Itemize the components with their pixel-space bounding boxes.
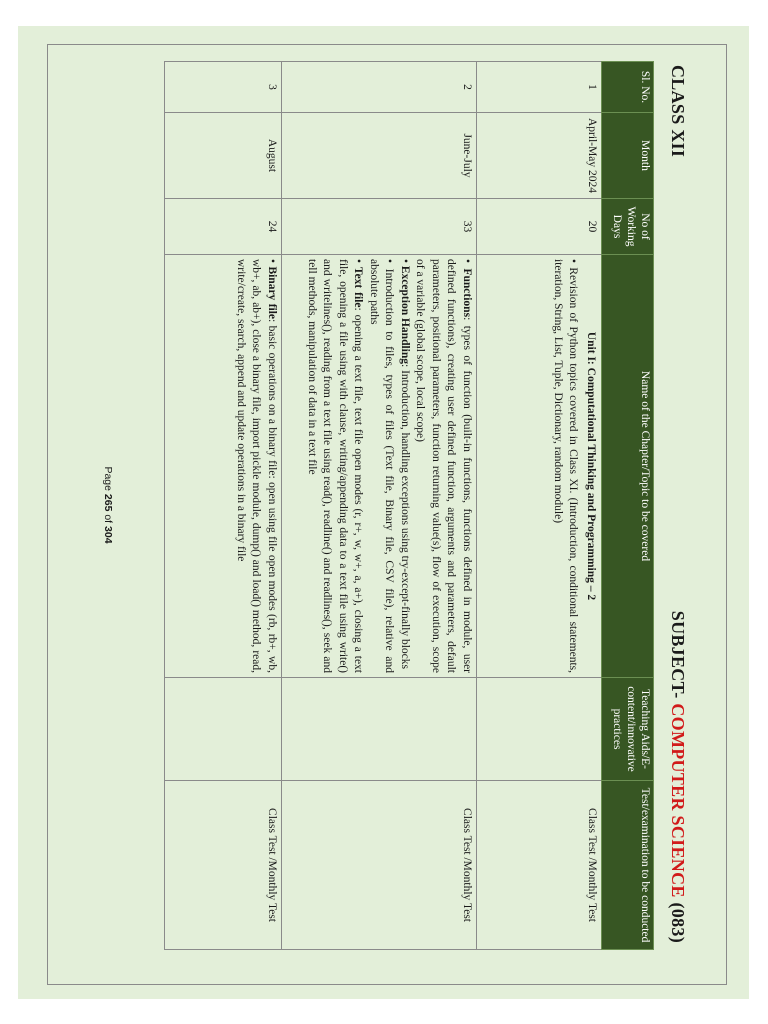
header-working-days: No of Working Days	[602, 199, 654, 255]
cell-working-days: 24	[165, 199, 282, 255]
topic-item: • Revision of Python topics covered in Class XI. (Introduction, conditional statements, iteration, String, List, Tuple, Dictionary, random module)	[551, 259, 580, 673]
table-row	[282, 62, 477, 950]
cell-teaching-aids	[282, 678, 477, 781]
topic-term: Functions	[461, 268, 473, 318]
header-topic: Name of the Chapter/Topic to be covered	[602, 255, 654, 678]
subject-code: (083)	[668, 902, 688, 943]
topic-item: • Functions: types of function (built-in functions, functions defined in module, user defined functions), creating user defined function, arguments and parameters, default parameters, positional parameters, function returning value(s), flow of execution, scope of a variable (global scope, local scope)	[414, 259, 473, 674]
header-test: Test/examination to be conducted	[602, 781, 654, 950]
cell-working-days: 20	[477, 199, 602, 255]
topic-term: Exception Handling	[398, 265, 411, 364]
cell-teaching-aids	[165, 678, 282, 781]
cell-month: August	[165, 113, 282, 199]
topic-term: Binary file	[266, 266, 278, 320]
cell-topic	[477, 255, 602, 678]
table-row	[165, 62, 282, 950]
topic-text: : basic operations on a binary file: open using file open modes (rb, rb+, wb, wb+, ab, ab+), close a binary file, import pickle module, dump() and load() method, read, write/create, search, append and update operations in a binary file	[234, 259, 278, 673]
cell-month: April-May 2024	[477, 113, 602, 199]
unit-title: Unit I: Computational Thinking and Programming – 2	[585, 331, 597, 601]
subject-title	[667, 611, 688, 943]
header-sl-no: Sl. No.	[602, 62, 654, 113]
cell-test: Class Test /Monthly Test	[282, 781, 477, 950]
topic-term: Text file	[352, 266, 365, 308]
header-teaching-aids: Teaching Aids/E-content/innovative practices	[602, 678, 654, 781]
cell-working-days: 33	[282, 199, 477, 255]
subject-prefix: SUBJECT-	[668, 610, 688, 699]
topic-item: • Text file: opening a text file, text file open modes (r, r+, w, w+, a, a+), closing a text file, opening a file using with clause, writing/appending data to a text file using write() and writelines(), reading from a text file using read(), readline() and readlines(), seek and tell methods, manipulation of data in a text file	[305, 259, 365, 674]
cell-test: Class Test /Monthly Test	[165, 781, 282, 950]
cell-topic	[165, 255, 282, 678]
topic-item: • Introduction to files, types of files (Text file, Binary file, CSV file), relative and absolute paths	[367, 259, 396, 673]
class-title: CLASS XII	[668, 65, 688, 158]
page-label: Page	[102, 466, 114, 491]
topic-text: : opening a text file, text file open modes (r, r+, w, w+, a, a+), closing a text file, opening a file using with clause, writing/appending data to a text file using write() and writelines(), reading from a text file using read(), readline() and readlines(), seek and tell methods, manipulation of data in a text file	[305, 259, 365, 674]
page-total: 304	[102, 526, 114, 544]
subject-name: COMPUTER SCIENCE	[668, 703, 688, 898]
page-footer	[102, 61, 114, 949]
cell-month: June-July	[282, 113, 477, 199]
cell-sl-no: 1	[477, 62, 602, 113]
page-number: 265	[102, 493, 114, 512]
cell-teaching-aids	[477, 678, 602, 781]
table-header-row	[602, 62, 654, 950]
topic-item: • Exception Handling: Introduction, handling exceptions using try-except-finally blocks	[398, 259, 411, 669]
topic-item: • Binary file: basic operations on a binary file: open using file open modes (rb, rb+, wb, wb+, ab, ab+), close a binary file, import pickle module, dump() and load() method, read, write/create, search, append and update operations in a binary file	[234, 259, 278, 673]
cell-test: Class Test /Monthly Test	[477, 781, 602, 950]
page-header	[654, 61, 694, 949]
syllabus-table	[164, 61, 654, 950]
rotated-page-content	[84, 61, 694, 949]
topic-text: : Introduction, handling exceptions using try-except-finally blocks	[398, 364, 411, 669]
page-of: of	[102, 514, 114, 524]
header-month: Month	[602, 113, 654, 199]
cell-sl-no: 2	[282, 62, 477, 113]
table-row	[477, 62, 602, 950]
topic-text: : types of function (built-in functions, functions defined in module, user defined functions), creating user defined function, arguments and parameters, default parameters, positional parameters, function returning value(s), flow of execution, scope of a variable (global scope, local scope)	[414, 259, 473, 674]
cell-sl-no: 3	[165, 62, 282, 113]
cell-topic	[282, 255, 477, 678]
